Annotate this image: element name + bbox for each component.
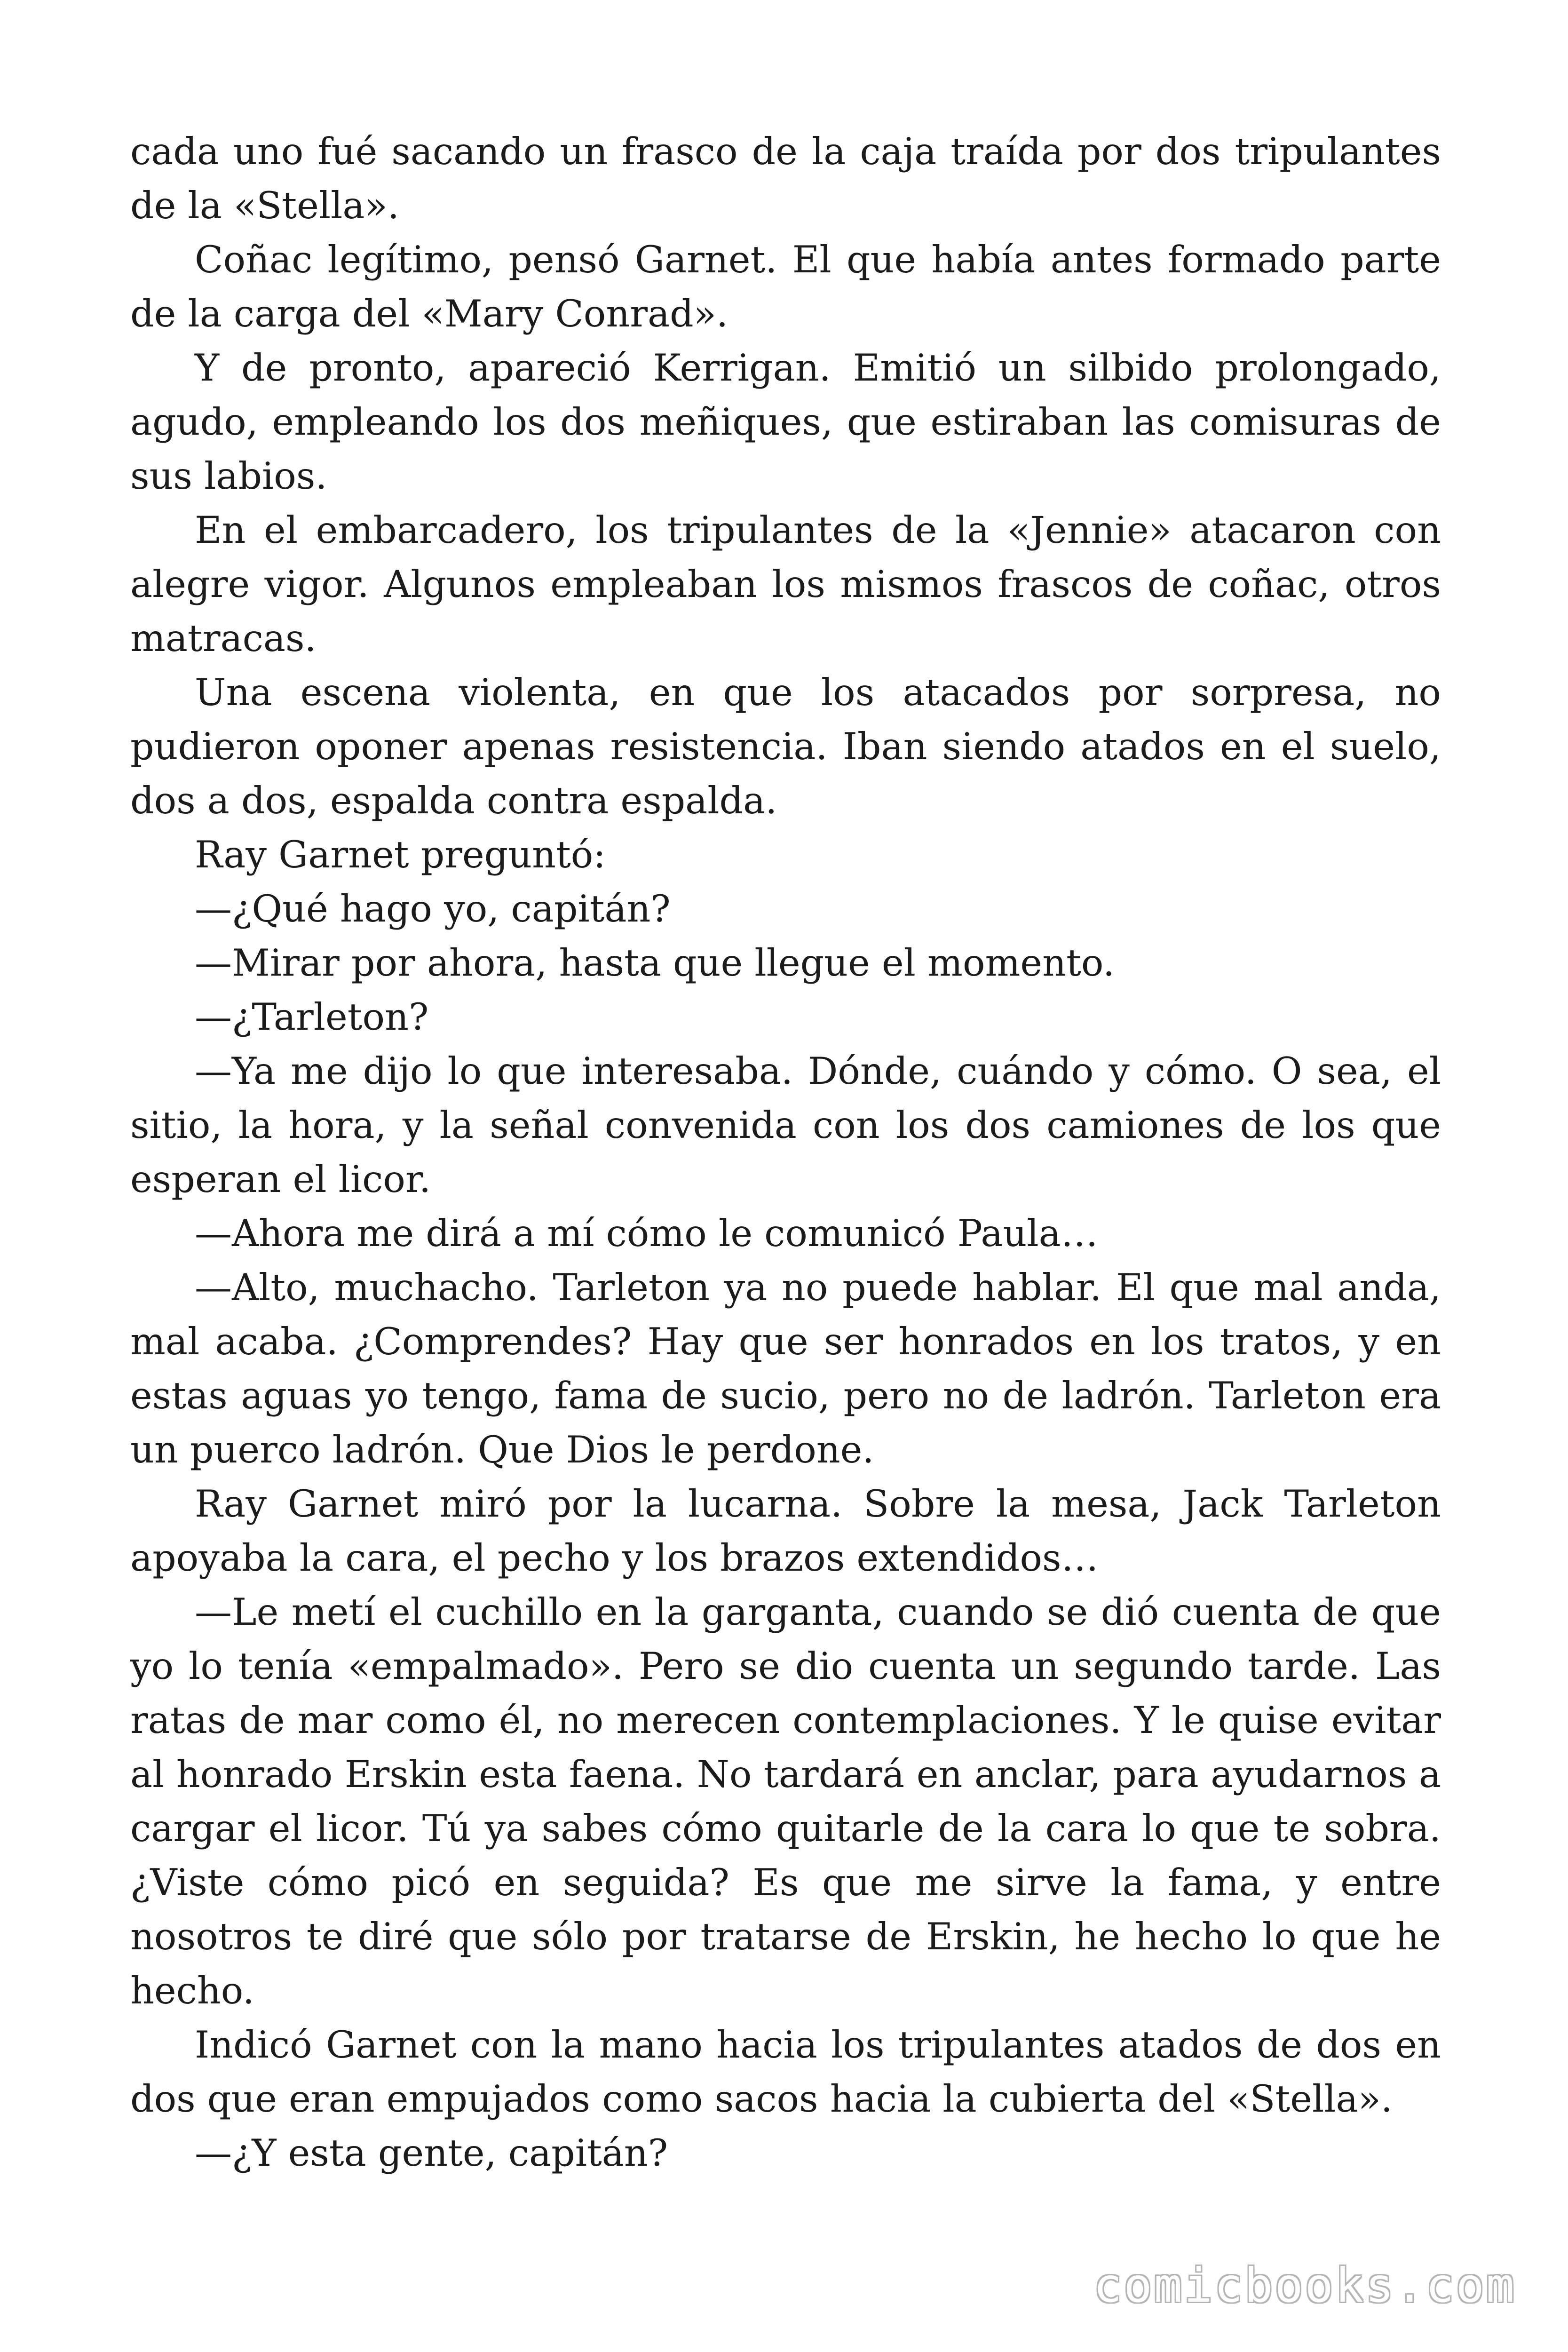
paragraph: —Mirar por ahora, hasta que llegue el momento. [195, 941, 1115, 985]
paragraph: Ray Garnet preguntó: [195, 833, 606, 876]
paragraph: —¿Tarleton? [195, 995, 429, 1039]
paragraph: —Le metí el cuchillo en la garganta, cuando se dió cuenta de que yo lo tenía «empalmado». Pero se dio cuenta un segundo tarde. Las ratas de mar como él, no merecen contemplaciones. Y le quise evitar al honrado Erskin esta faena. No tardará en anclar, para ayudarnos a cargar el licor. Tú ya sabes cómo quitarle de la cara lo que te sobra. ¿Viste cómo picó en seguida? Es que me sirve la fama, y entre nosotros te diré que sólo por tratarse de Erskin, he hecho lo que he hecho. [130, 1590, 1441, 2012]
paragraph: Una escena violenta, en que los atacados por sorpresa, no pudieron oponer apenas resistencia. Iban siendo atados en el suelo, dos a dos, espalda contra espalda. [130, 671, 1441, 822]
paragraph: Y de pronto, apareció Kerrigan. Emitió un silbido prolongado, agudo, empleando los dos meñiques, que estiraban las comisuras de sus labios. [130, 346, 1441, 498]
paragraph: Indicó Garnet con la mano hacia los tripulantes atados de dos en dos que eran empujados como sacos hacia la cubierta del «Stella». [130, 2023, 1441, 2121]
paragraph: —¿Y esta gente, capitán? [195, 2131, 668, 2175]
watermark: comicbooks.com [1093, 2258, 1516, 2313]
paragraph: —¿Qué hago yo, capitán? [195, 887, 671, 930]
paragraph: cada uno fué sacando un frasco de la caja traída por dos tripulantes de la «Stella». [130, 130, 1441, 227]
paragraph: En el embarcadero, los tripulantes de la «Jennie» atacaron con alegre vigor. Algunos empleaban los mismos frascos de coñac, otros matracas. [130, 509, 1441, 660]
paragraph: —Alto, muchacho. Tarleton ya no puede hablar. El que mal anda, mal acaba. ¿Comprendes? Hay que ser honrados en los tratos, y en estas aguas yo tengo, fama de sucio, pero no de ladrón. Tarleton era un puerco ladrón. Que Dios le perdone. [130, 1266, 1441, 1471]
paragraph: —Ya me dijo lo que interesaba. Dónde, cuándo y cómo. O sea, el sitio, la hora, y la señal convenida con los dos camiones de los que esperan el licor. [130, 1049, 1441, 1201]
paragraph: Ray Garnet miró por la lucarna. Sobre la mesa, Jack Tarleton apoyaba la cara, el pecho y los brazos extendidos… [130, 1482, 1441, 1580]
paragraph: Coñac legítimo, pensó Garnet. El que había antes formado parte de la carga del «Mary Conrad». [130, 238, 1441, 335]
paragraph: —Ahora me dirá a mí cómo le comunicó Paula… [195, 1212, 1098, 1255]
page-text [130, 125, 1441, 2180]
